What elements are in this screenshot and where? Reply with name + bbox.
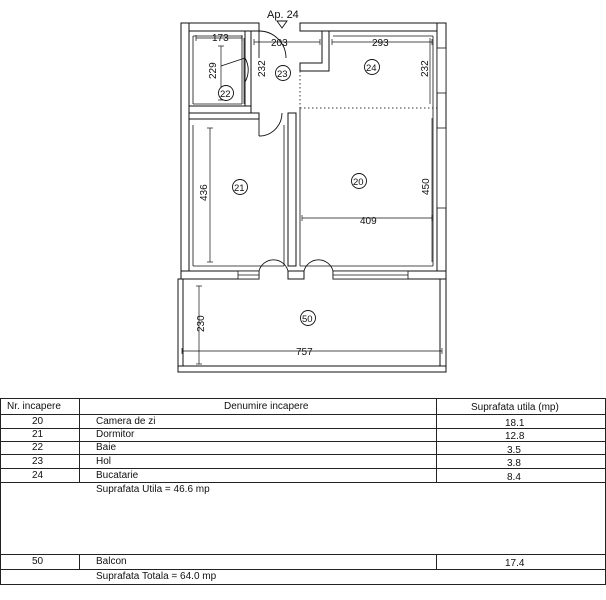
wall — [300, 31, 329, 71]
row-number: 20 — [32, 416, 44, 427]
room-number-living: 20 — [353, 177, 364, 188]
total-area: Suprafata Totala = 64.0 mp — [96, 571, 217, 582]
wall — [181, 23, 189, 279]
room-number-kitchen: 24 — [366, 63, 377, 74]
balcony-door-right — [304, 260, 333, 271]
row-area: 3.5 — [507, 445, 521, 456]
window — [437, 48, 446, 93]
header-useful-area: Suprafata utila (mp) — [471, 402, 559, 413]
row-number: 22 — [32, 442, 44, 453]
row-area: 17.4 — [505, 558, 525, 569]
wall — [300, 23, 446, 31]
hall-width-dimension: 203 — [271, 38, 288, 49]
useful-area-total: Suprafata Utila = 46.6 mp — [96, 484, 210, 495]
wall — [245, 31, 251, 110]
row-number: 50 — [32, 556, 44, 567]
living-width-dimension: 409 — [360, 216, 377, 227]
wall — [189, 113, 259, 119]
row-area: 8.4 — [507, 472, 521, 483]
row-name: Dormitor — [96, 429, 135, 440]
balcony-height-dimension: 230 — [196, 315, 207, 332]
room-number-balcony: 50 — [302, 314, 313, 325]
balcony-wall — [440, 279, 446, 372]
apartment-label: Ap. 24 — [267, 9, 299, 21]
wall — [189, 106, 251, 113]
room-area-table — [0, 398, 606, 600]
row-name: Balcon — [96, 556, 127, 567]
bath-width-dimension: 173 — [212, 33, 229, 44]
row-number: 24 — [32, 470, 44, 481]
total-width-dimension: 757 — [296, 347, 313, 358]
bedroom-door — [259, 113, 282, 136]
entrance-arrow-icon — [277, 21, 287, 28]
row-name: Baie — [96, 442, 117, 453]
hall-height-dimension: 232 — [257, 60, 268, 77]
row-number: 21 — [32, 429, 44, 440]
row-area: 12.8 — [505, 431, 525, 442]
row-area: 3.8 — [507, 458, 521, 469]
wall — [181, 23, 259, 31]
header-room-name: Denumire incapere — [224, 401, 309, 412]
balcony-wall — [178, 279, 183, 372]
bath-height-dimension: 229 — [208, 62, 219, 79]
living-height-dimension: 450 — [421, 178, 432, 195]
wall — [288, 271, 304, 279]
wall — [288, 113, 296, 266]
row-name: Camera de zi — [96, 416, 156, 427]
row-name: Hol — [96, 456, 112, 467]
row-name: Bucatarie — [96, 470, 139, 481]
row-area: 18.1 — [505, 418, 525, 429]
row-number: 23 — [32, 456, 44, 467]
kitchen-height-dimension: 232 — [420, 60, 431, 77]
room-number-bath: 22 — [220, 89, 231, 100]
balcony-wall — [178, 366, 446, 372]
room-number-bedroom: 21 — [234, 183, 245, 194]
bedroom-height-dimension: 436 — [199, 184, 210, 201]
header-room-number: Nr. incapere — [7, 401, 61, 412]
window — [437, 128, 446, 208]
room-number-hall: 23 — [277, 69, 288, 80]
kitchen-width-dimension: 293 — [372, 38, 389, 49]
